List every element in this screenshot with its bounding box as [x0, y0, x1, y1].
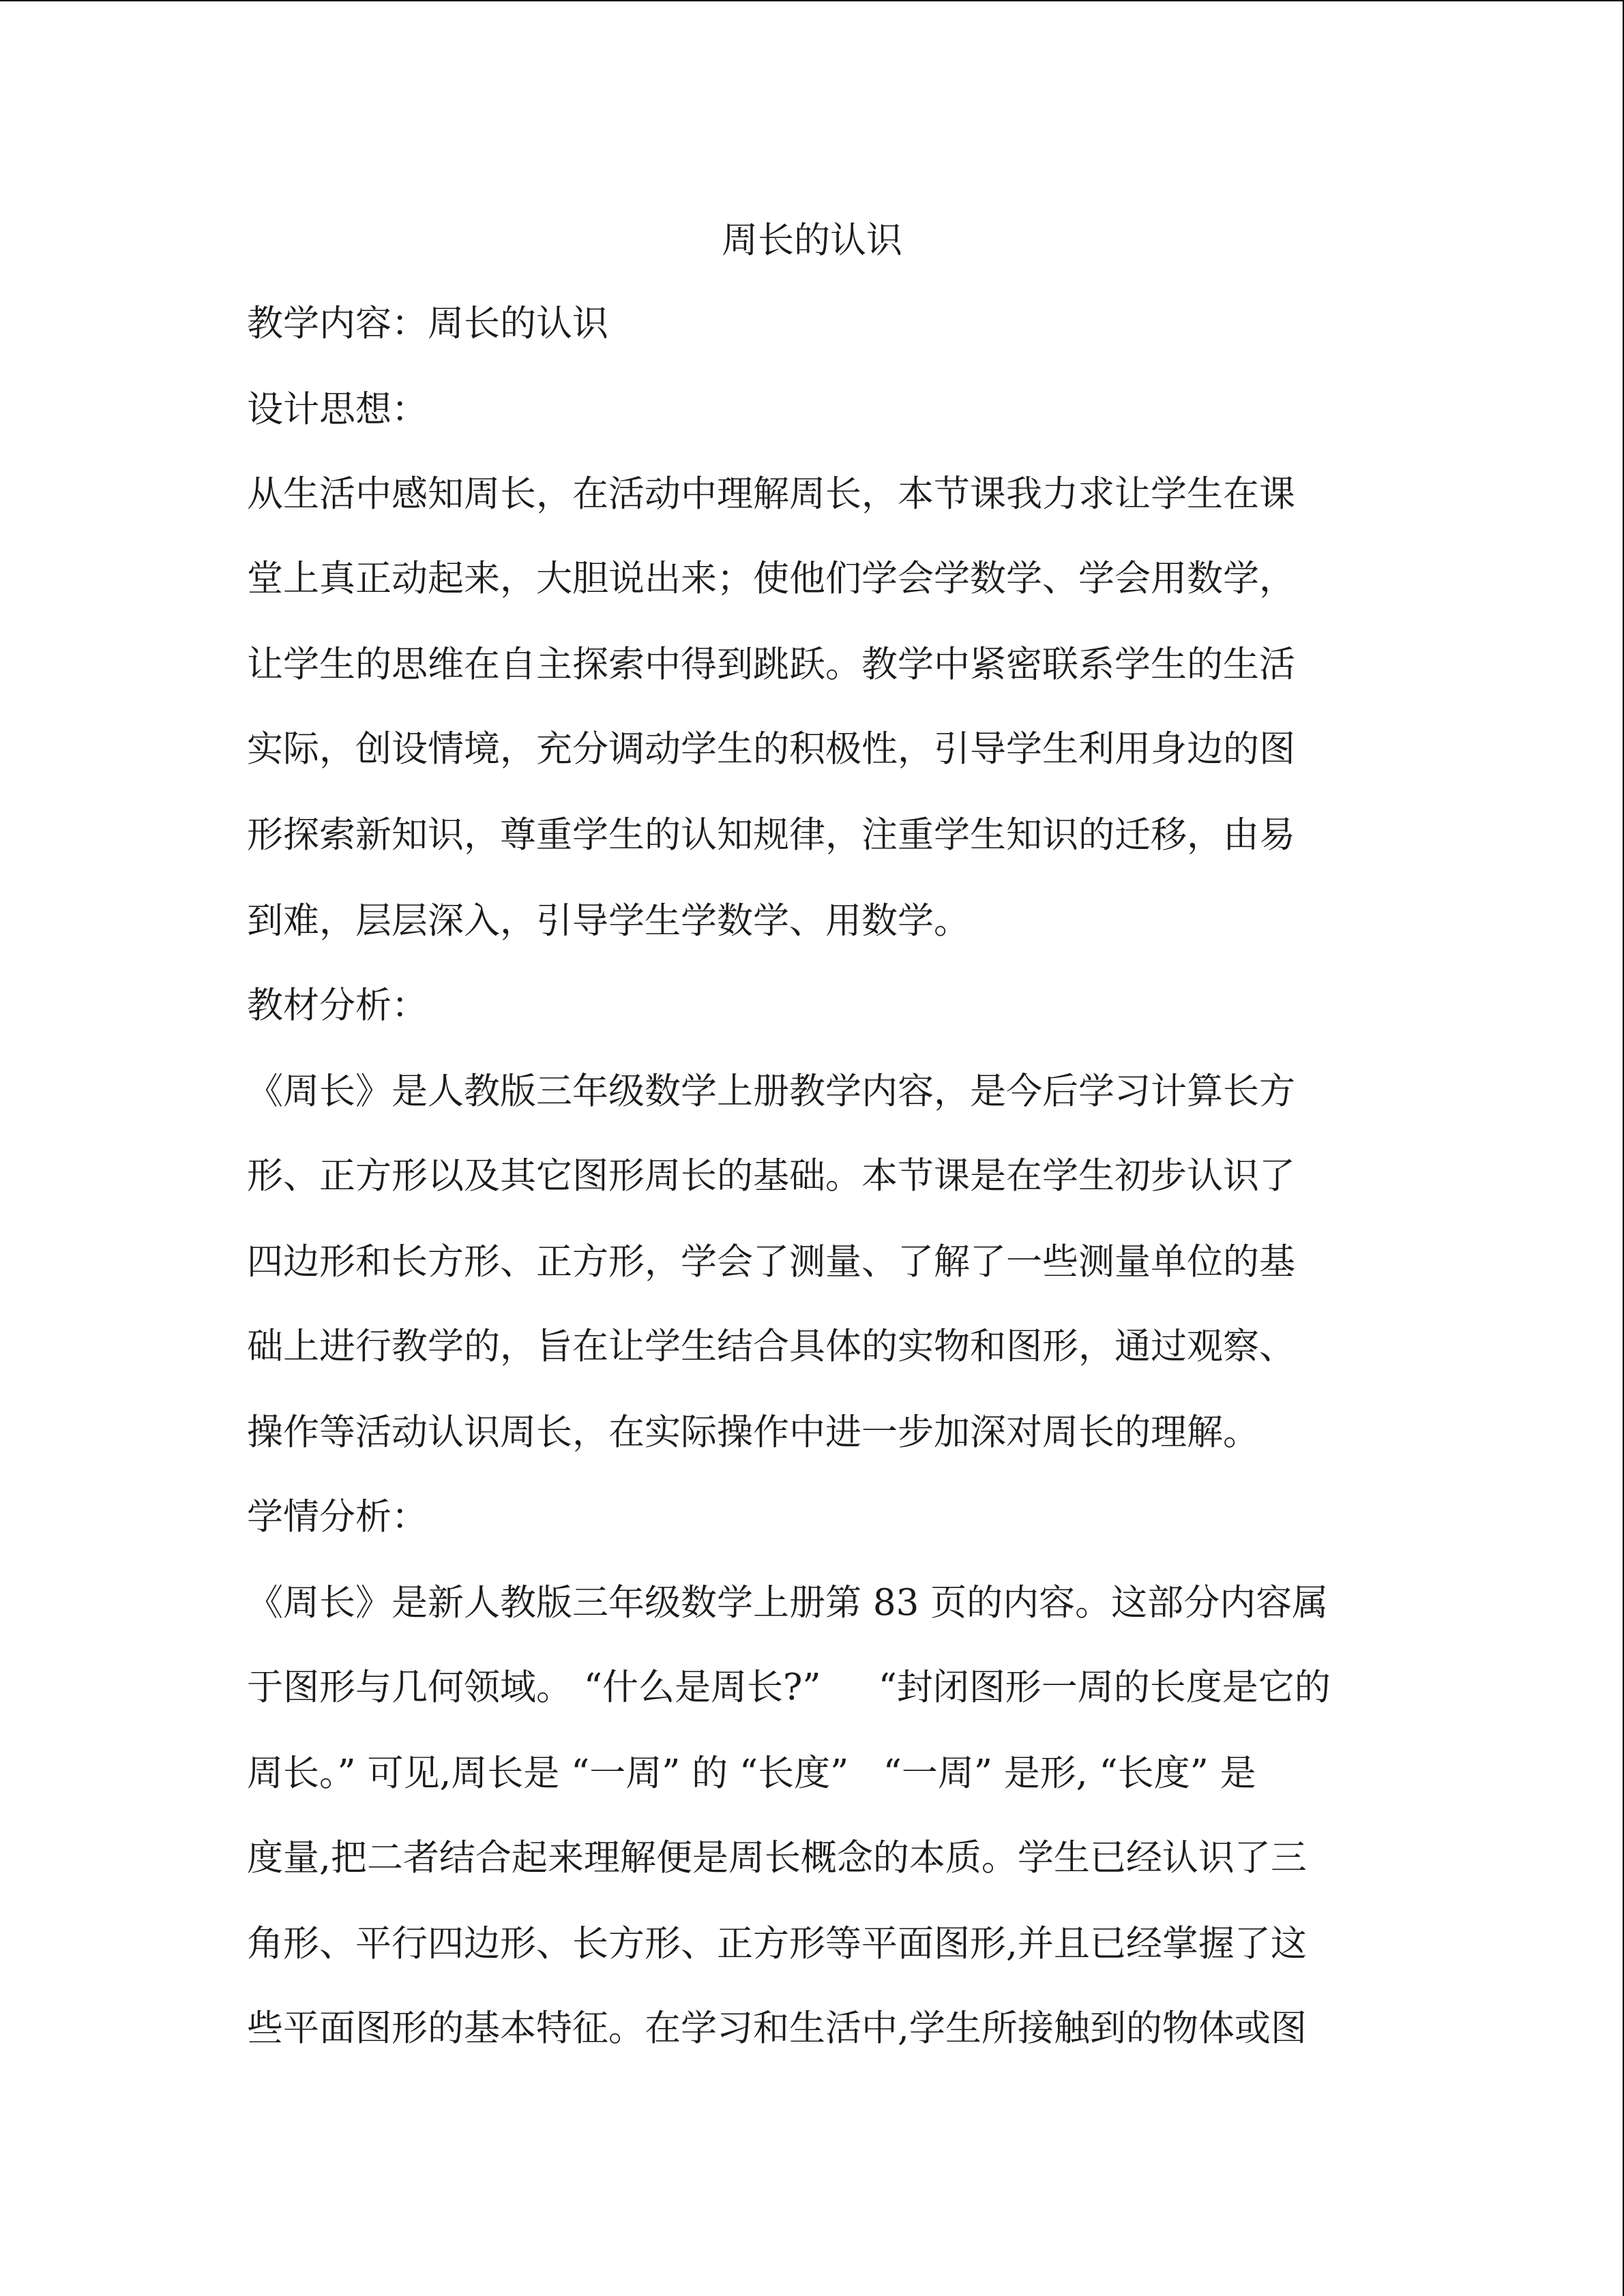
paragraph-line: 形探索新知识，尊重学生的认知规律，注重学生知识的迁移，由易 — [247, 814, 1295, 856]
paragraph-line: 到难，层层深入，引导学生学数学、用数学。 — [247, 900, 970, 942]
paragraph-line: 操作等活动认识周长，在实际操作中进一步加深对周长的理解。 — [247, 1412, 1259, 1453]
paragraph-line: 让学生的思维在自主探索中得到跳跃。教学中紧密联系学生的生活 — [247, 644, 1295, 685]
paragraph-line: 《周长》是人教版三年级数学上册教学内容，是今后学习计算长方 — [247, 1071, 1295, 1112]
paragraph-line: 实际，创设情境，充分调动学生的积极性，引导学生利用身边的图 — [247, 728, 1295, 770]
paragraph-line: 堂上真正动起来，大胆说出来；使他们学会学数学、学会用数学， — [247, 558, 1295, 599]
paragraph-line: 形、正方形以及其它图形周长的基础。本节课是在学生初步认识了 — [247, 1155, 1295, 1197]
paragraph-line: 度量,把二者结合起来理解便是周长概念的本质。学生已经认识了三 — [247, 1837, 1307, 1879]
paragraph-line: 角形、平行四边形、长方形、正方形等平面图形,并且已经掌握了这 — [247, 1923, 1307, 1965]
heading-design-idea: 设计思想： — [247, 389, 428, 430]
heading-teaching-content: 教学内容：周长的认识 — [247, 303, 608, 344]
paragraph-line: 周长。” 可见,周长是 “一周” 的 “长度” “一周” 是形, “长度” 是 — [247, 1753, 1256, 1794]
paragraph-line: 四边形和长方形、正方形，学会了测量、了解了一些测量单位的基 — [247, 1241, 1295, 1283]
paragraph-line: 些平面图形的基本特征。在学习和生活中,学生所接触到的物体或图 — [247, 2008, 1307, 2049]
paragraph-line: 从生活中感知周长，在活动中理解周长，本节课我力求让学生在课 — [247, 473, 1295, 515]
paragraph-line: 于图形与几何领域。 “什么是周长?” “封闭图形一周的长度是它的 — [247, 1667, 1331, 1708]
heading-student-analysis: 学情分析： — [247, 1496, 428, 1538]
paragraph-line: 《周长》是新人教版三年级数学上册第 83 页的内容。这部分内容属 — [247, 1582, 1329, 1624]
paragraph-line: 础上进行教学的，旨在让学生结合具体的实物和图形，通过观察、 — [247, 1326, 1295, 1367]
heading-textbook-analysis: 教材分析： — [247, 985, 428, 1026]
page-title: 周长的认识 — [722, 220, 902, 261]
